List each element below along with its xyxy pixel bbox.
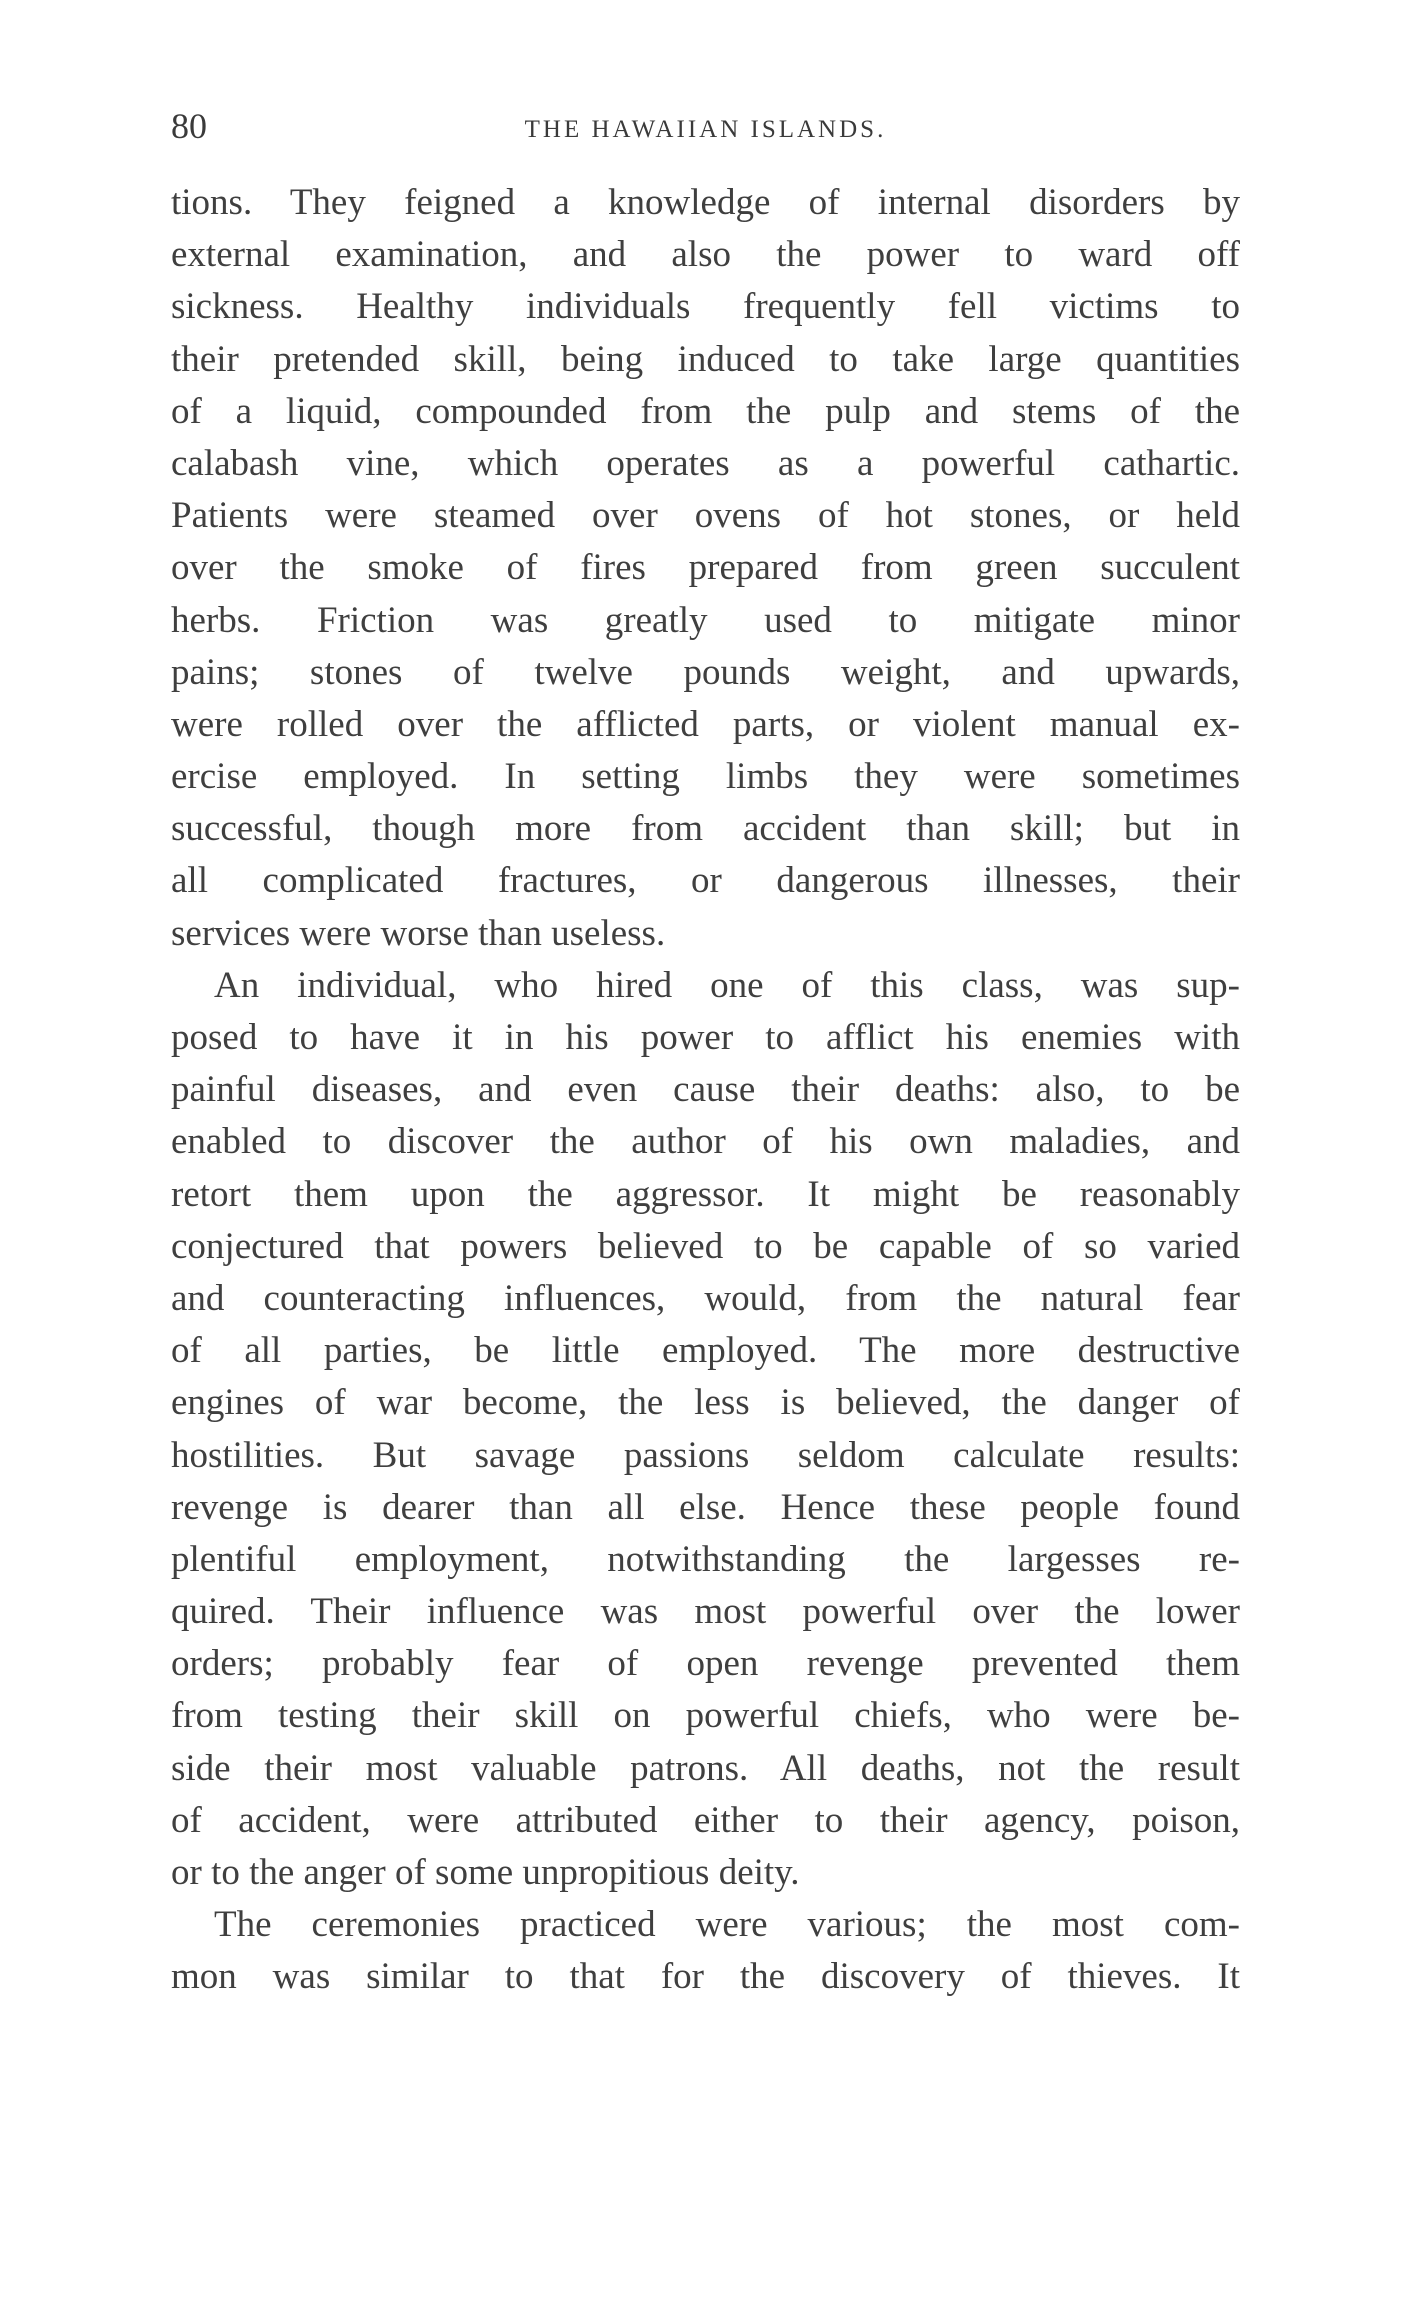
paragraph	[171, 1899, 1240, 2003]
text-line: enabled to discover the author of his own maladies, and	[171, 1121, 1240, 1163]
text-line: painful diseases, and even cause their deaths: also, to be	[171, 1069, 1240, 1111]
text-line: The ceremonies practiced were various; the most com-	[214, 1904, 1240, 1946]
text-line: sickness. Healthy individuals frequently fell victims to	[171, 286, 1240, 328]
text-line: engines of war become, the less is believed, the danger of	[171, 1382, 1240, 1424]
text-line: side their most valuable patrons. All deaths, not the result	[171, 1747, 1240, 1789]
body-text	[171, 177, 1240, 2004]
text-line: from testing their skill on powerful chiefs, who were be-	[171, 1695, 1240, 1737]
text-line: plentiful employment, notwithstanding the largesses re-	[171, 1538, 1240, 1580]
text-line: their pretended skill, being induced to take large quantities	[171, 338, 1240, 380]
text-line: of all parties, be little employed. The more destructive	[171, 1330, 1240, 1372]
text-line: revenge is dearer than all else. Hence these people found	[171, 1486, 1240, 1528]
text-line: tions. They feigned a knowledge of internal disorders by	[171, 182, 1240, 223]
text-line: quired. Their influence was most powerful over the lower	[171, 1591, 1240, 1633]
text-line: herbs. Friction was greatly used to mitigate minor	[171, 599, 1240, 641]
text-line: successful, though more from accident than skill; but in	[171, 808, 1240, 850]
text-line: over the smoke of fires prepared from green succulent	[171, 547, 1240, 589]
running-head	[171, 96, 1240, 156]
page-number: 80	[171, 106, 207, 146]
text-line: all complicated fractures, or dangerous illnesses, their	[171, 860, 1240, 902]
text-line: hostilities. But savage passions seldom calculate results:	[171, 1434, 1240, 1476]
text-line: mon was similar to that for the discovery of thieves. It	[171, 1956, 1240, 1998]
running-title: THE HAWAIIAN ISLANDS.	[524, 116, 887, 143]
text-line: calabash vine, which operates as a powerful cathartic.	[171, 442, 1240, 484]
paragraph	[171, 960, 1240, 1899]
text-line: of a liquid, compounded from the pulp and stems of the	[171, 390, 1240, 432]
text-line: services were worse than useless.	[171, 912, 666, 954]
text-line: conjectured that powers believed to be capable of so varied	[171, 1225, 1240, 1267]
text-line: and counteracting influences, would, from the natural fear	[171, 1277, 1240, 1319]
text-line: external examination, and also the power to ward off	[171, 234, 1240, 276]
text-line: An individual, who hired one of this class, was sup-	[214, 964, 1240, 1006]
text-line: of accident, were attributed either to their agency, poison,	[171, 1799, 1240, 1841]
text-line: orders; probably fear of open revenge prevented them	[171, 1643, 1240, 1685]
text-line: retort them upon the aggressor. It might be reasonably	[171, 1173, 1240, 1215]
text-line: pains; stones of twelve pounds weight, and upwards,	[171, 651, 1240, 693]
text-line: posed to have it in his power to afflict his enemies with	[171, 1017, 1240, 1058]
text-line: Patients were steamed over ovens of hot stones, or held	[171, 495, 1240, 537]
paragraph	[171, 177, 1240, 960]
text-line: were rolled over the afflicted parts, or violent manual ex-	[171, 703, 1240, 745]
text-line: or to the anger of some unpropitious deity.	[171, 1852, 800, 1893]
text-line: ercise employed. In setting limbs they were sometimes	[171, 756, 1240, 798]
